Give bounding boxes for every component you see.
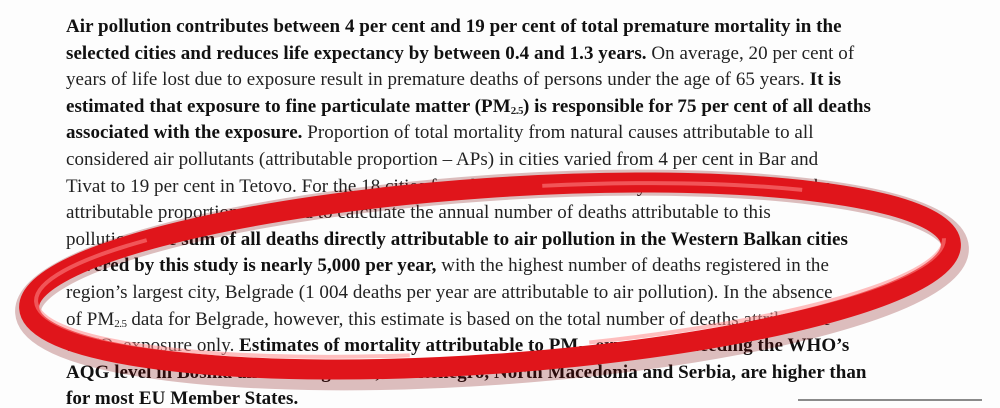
text-line-13 (66, 333, 926, 360)
text-line-1 (66, 14, 926, 41)
text-span: On average, 20 per cent of (646, 42, 855, 64)
text-span: ) is responsible for 75 per cent of all deaths (522, 95, 871, 117)
text-span: covered by this study is nearly 5,000 per year, (66, 255, 437, 277)
text-span: AQG level in Bosnia and Herzegovina, Montenegro, North Macedonia and Serbia, are higher than (66, 361, 867, 383)
footnote-divider (798, 399, 982, 401)
text-line-9 (66, 227, 926, 254)
text-span: pollution. (66, 228, 145, 250)
text-span: exposure exceeding the WHO’s (590, 335, 850, 357)
text-span: for most EU Member States. (66, 388, 299, 408)
text-span: exposure only. (118, 335, 240, 357)
text-line-7 (66, 174, 926, 201)
text-span: Estimates of mortality attributable to PM (239, 335, 579, 357)
text-line-8 (66, 200, 926, 227)
text-span: to NO (66, 335, 114, 357)
text-span: Air pollution contributes between 4 per cent and 19 per cent of total premature mortality in the (66, 16, 842, 37)
text-line-12 (66, 307, 926, 334)
text-line-10 (66, 253, 926, 280)
text-span: estimated that exposure to fine particulate matter (PM (66, 95, 511, 117)
text-span: years of life lost due to exposure result in premature deaths of persons under the age of 65 years. (66, 69, 810, 91)
text-line-15 (66, 386, 926, 408)
text-span: Proportion of total mortality from natural causes attributable to all (302, 122, 814, 144)
subscript: 2.5 (510, 104, 523, 117)
text-line-11 (66, 280, 926, 307)
text-span: It is (809, 69, 842, 91)
text-line-3 (66, 67, 926, 94)
text-line-2 (66, 41, 926, 68)
text-span: selected cities and reduces life expectancy by between 0.4 and 1.3 years. (66, 42, 647, 64)
text-line-5 (66, 120, 926, 147)
subscript: 2 (113, 344, 119, 357)
text-span: with the highest number of deaths registered in the (436, 255, 829, 277)
text-span: of PM (66, 308, 115, 330)
subscript: 2.5 (578, 344, 591, 357)
text-span: considered air pollutants (attributable proportion – APs) in cities varied from 4 per cent in Bar and (66, 148, 819, 170)
text-span: The sum of all deaths directly attributable to air pollution in the Western Balkan cities (144, 228, 848, 250)
text-span: data for Belgrade, however, this estimate is based on the total number of deaths attributable (126, 308, 831, 330)
text-line-14 (66, 360, 926, 387)
text-span: Tivat to 19 per cent in Tetovo. For the 18 cities for which baseline mortality data were available, the (66, 175, 832, 197)
text-line-4 (66, 94, 926, 121)
text-line-6 (66, 147, 926, 174)
subscript: 2.5 (114, 317, 127, 330)
text-span: attributable proportion was used to calculate the annual number of deaths attributable to this (66, 202, 771, 224)
text-span: associated with the exposure. (66, 122, 303, 144)
text-span: region’s largest city, Belgrade (1 004 deaths per year are attributable to air pollution). In the absence (66, 281, 833, 303)
document-paragraph (66, 14, 926, 408)
